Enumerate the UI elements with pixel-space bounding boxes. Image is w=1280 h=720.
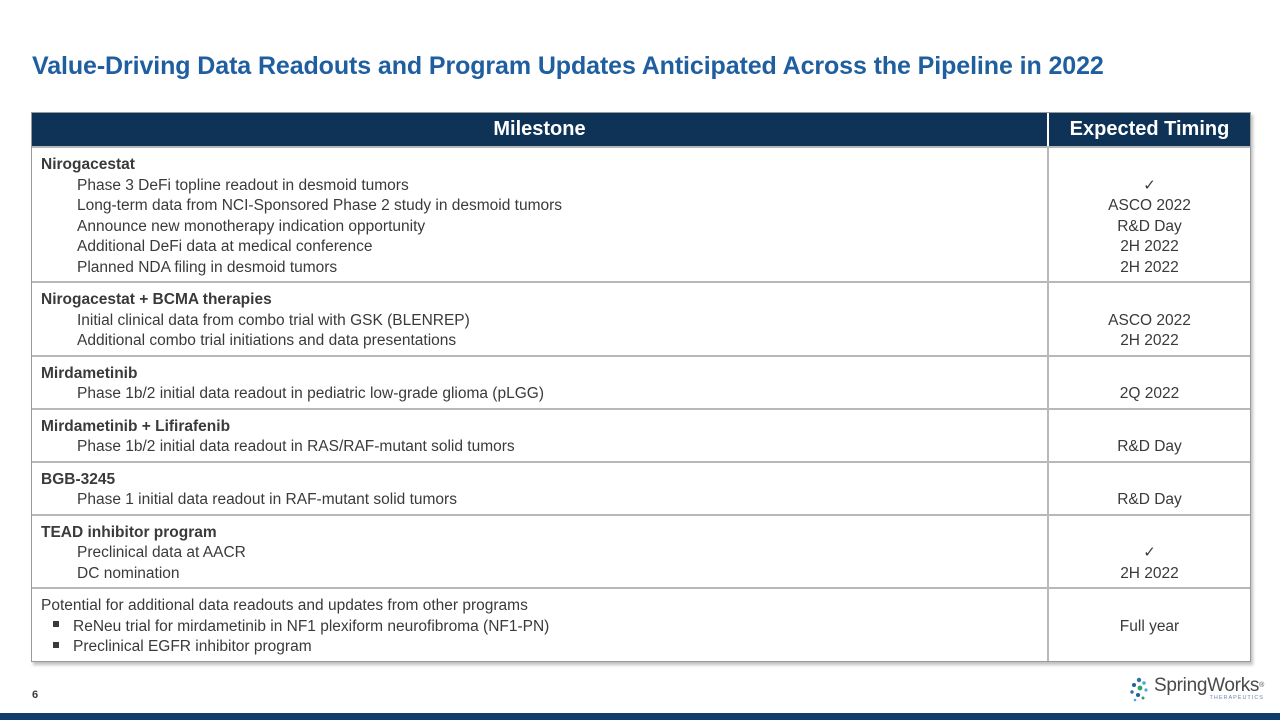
header-milestone: Milestone bbox=[32, 113, 1049, 146]
milestone-cell bbox=[32, 516, 1049, 588]
bullet-square-icon bbox=[53, 642, 59, 648]
timing-cell bbox=[1049, 357, 1250, 408]
milestone-item: Announce new monotherapy indication opportunity bbox=[77, 217, 426, 235]
milestone-cell bbox=[32, 283, 1049, 355]
milestone-cell bbox=[32, 148, 1049, 281]
footer-bar bbox=[0, 713, 1280, 720]
logo-name: SpringWorks bbox=[1154, 675, 1260, 696]
group-mirdametinib bbox=[32, 355, 1250, 408]
milestone-item: Long-term data from NCI-Sponsored Phase 2 study in desmoid tumors bbox=[77, 197, 563, 214]
group-mirdametinib-lifirafenib bbox=[32, 408, 1250, 461]
page-number: 6 bbox=[32, 689, 39, 701]
bullet-square-icon bbox=[53, 621, 59, 627]
header-expected-timing: Expected Timing bbox=[1069, 118, 1230, 140]
springworks-logo-icon bbox=[1127, 677, 1151, 703]
logo-subtitle: THERAPEUTICS bbox=[1209, 695, 1264, 701]
timing-value: ASCO 2022 bbox=[1108, 311, 1191, 329]
milestone-cell bbox=[32, 357, 1049, 408]
timing-cell bbox=[1049, 148, 1250, 281]
group-title: BGB-3245 bbox=[41, 470, 116, 488]
milestone-item: DC nomination bbox=[77, 564, 180, 582]
timing-value: 2H 2022 bbox=[1120, 238, 1179, 255]
timing-value: Full year bbox=[1119, 617, 1180, 635]
milestone-item: Additional combo trial initiations and data presentations bbox=[77, 332, 457, 349]
timing-cell bbox=[1049, 516, 1250, 588]
timing-cell bbox=[1049, 283, 1250, 355]
milestone-item: Initial clinical data from combo trial with GSK (BLENREP) bbox=[77, 311, 470, 329]
other-intro: Potential for additional data readouts and updates from other programs bbox=[41, 597, 528, 614]
timing-value: 2H 2022 bbox=[1120, 258, 1179, 276]
timing-value: ASCO 2022 bbox=[1108, 197, 1191, 214]
milestone-item: Preclinical data at AACR bbox=[77, 544, 246, 561]
group-nirogacestat-bcma bbox=[32, 281, 1250, 355]
timing-cell bbox=[1049, 589, 1250, 661]
milestone-item: Phase 3 DeFi topline readout in desmoid tumors bbox=[77, 176, 409, 194]
group-title: Mirdametinib + Lifirafenib bbox=[41, 417, 231, 435]
timing-value: 2H 2022 bbox=[1120, 564, 1179, 582]
milestone-item: Phase 1b/2 initial data readout in RAS/RAF-mutant solid tumors bbox=[77, 438, 515, 455]
milestone-item: Phase 1 initial data readout in RAF-mutant solid tumors bbox=[77, 491, 457, 508]
slide-title: Value-Driving Data Readouts and Program Updates Anticipated Across the Pipeline in 2022 bbox=[32, 52, 1104, 80]
group-nirogacestat bbox=[32, 146, 1250, 281]
bullet-text: ReNeu trial for mirdametinib in NF1 plexiform neurofibroma (NF1-PN) bbox=[73, 617, 550, 635]
group-title: Nirogacestat + BCMA therapies bbox=[41, 291, 272, 308]
check-icon: ✓ bbox=[1143, 544, 1156, 561]
timing-value: 2Q 2022 bbox=[1119, 385, 1180, 402]
timing-cell bbox=[1049, 410, 1250, 461]
table-header bbox=[32, 113, 1250, 146]
bullet-text: Preclinical EGFR inhibitor program bbox=[73, 638, 312, 655]
milestone-cell bbox=[32, 463, 1049, 514]
milestone-item: Planned NDA filing in desmoid tumors bbox=[77, 258, 338, 276]
logo-registered: ® bbox=[1259, 682, 1264, 689]
timing-value: R&D Day bbox=[1117, 491, 1182, 508]
check-icon: ✓ bbox=[1143, 176, 1156, 194]
timing-value: R&D Day bbox=[1117, 217, 1182, 235]
group-title: Mirdametinib bbox=[41, 364, 138, 382]
group-other-programs bbox=[32, 587, 1250, 661]
milestone-item: Additional DeFi data at medical conference bbox=[77, 238, 373, 255]
bullet-item bbox=[41, 617, 1047, 638]
milestone-cell bbox=[32, 410, 1049, 461]
springworks-logo bbox=[1127, 675, 1264, 703]
group-title: Nirogacestat bbox=[41, 156, 135, 173]
milestone-table bbox=[31, 112, 1251, 662]
bullet-item bbox=[41, 637, 1047, 658]
group-tead-inhibitor bbox=[32, 514, 1250, 588]
timing-cell bbox=[1049, 463, 1250, 514]
group-title: TEAD inhibitor program bbox=[41, 523, 217, 541]
group-bgb-3245 bbox=[32, 461, 1250, 514]
milestone-item: Phase 1b/2 initial data readout in pediatric low-grade glioma (pLGG) bbox=[77, 385, 544, 402]
milestone-cell bbox=[32, 589, 1049, 661]
timing-value: 2H 2022 bbox=[1120, 332, 1179, 349]
timing-value: R&D Day bbox=[1117, 438, 1182, 455]
